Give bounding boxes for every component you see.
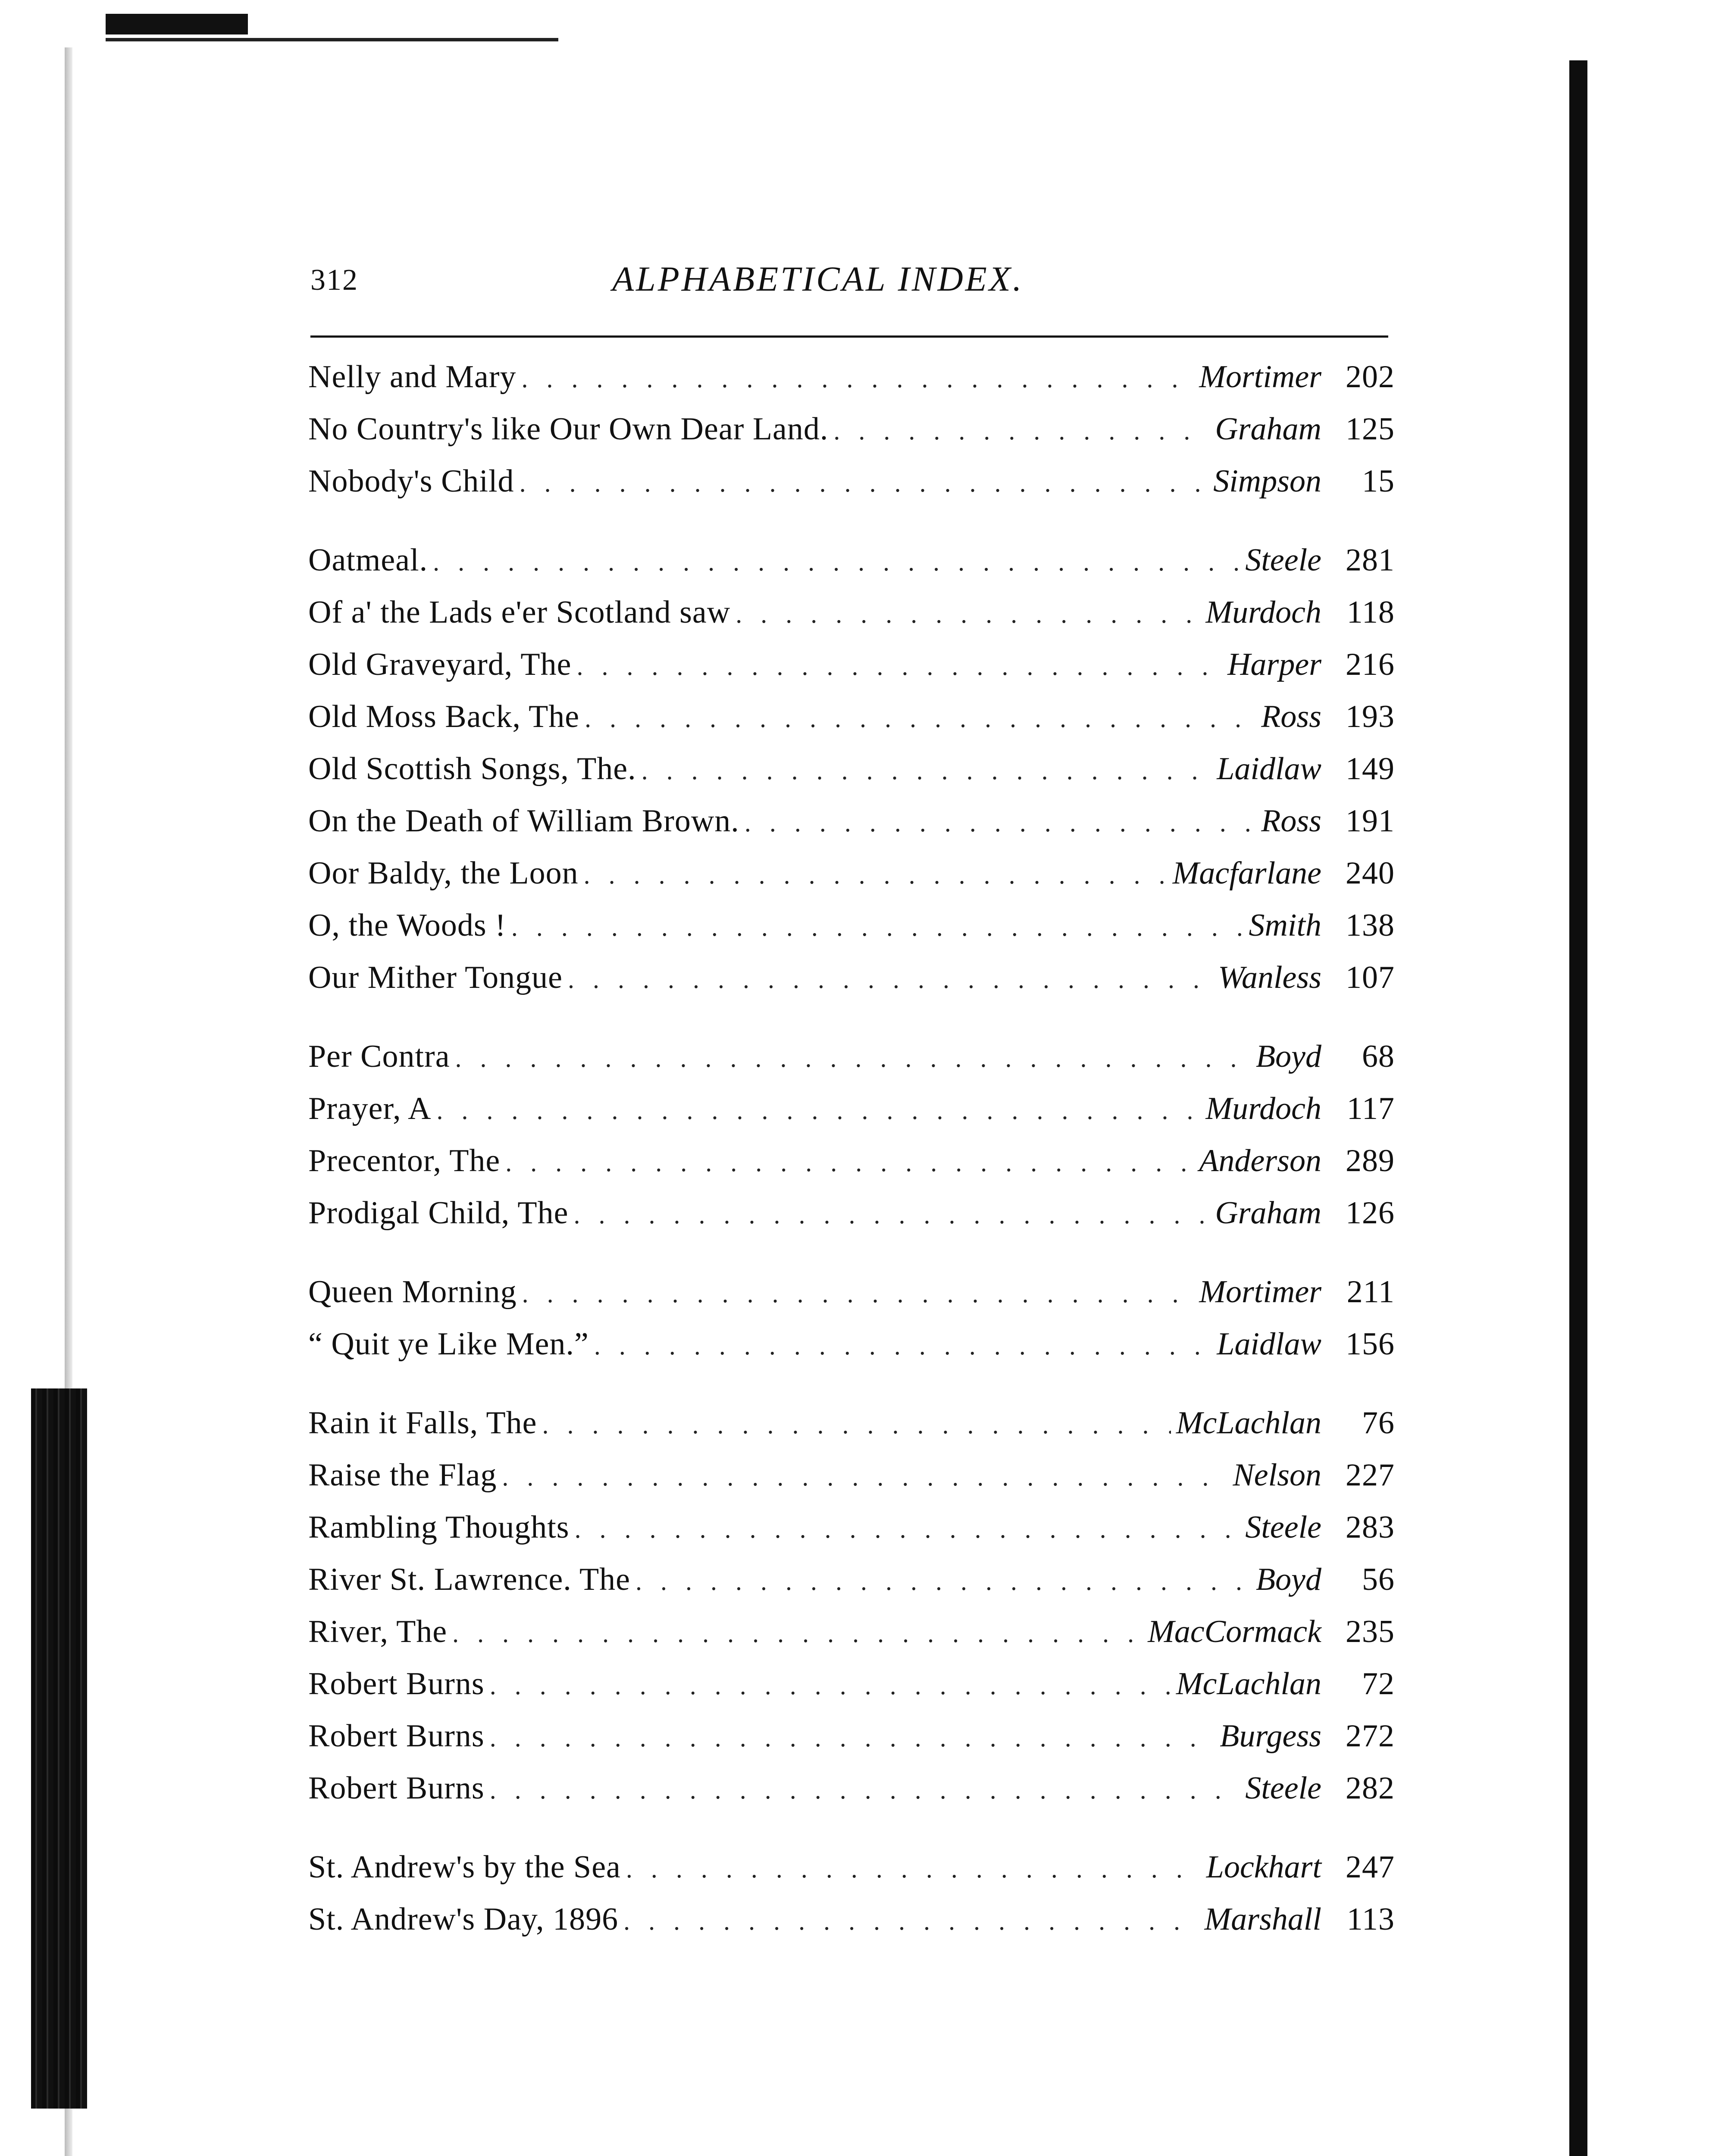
index-entry	[308, 646, 1395, 699]
entry-title: Nelly and Mary	[308, 359, 516, 395]
entry-page-number: 281	[1346, 542, 1395, 578]
entry-title: St. Andrew's by the Sea	[308, 1849, 621, 1885]
dot-leader	[437, 1096, 1201, 1125]
dot-leader	[452, 1619, 1142, 1648]
dot-leader	[490, 1671, 1171, 1701]
entry-page-number: 56	[1362, 1562, 1395, 1597]
entry-title: Rambling Thoughts	[308, 1510, 570, 1545]
index-entry	[308, 1849, 1395, 1901]
entry-title: Old Graveyard, The	[308, 647, 572, 682]
header-rule	[310, 335, 1388, 338]
entry-page-number: 202	[1346, 359, 1395, 395]
index-entry	[308, 751, 1395, 803]
scan-artifact-right-bar	[1569, 60, 1587, 2156]
index-group	[308, 359, 1395, 515]
entry-author: Mortimer	[1199, 359, 1321, 395]
dot-leader	[490, 1775, 1240, 1805]
entry-page-number: 227	[1346, 1457, 1395, 1493]
entry-title: St. Andrew's Day, 1896	[308, 1902, 619, 1937]
dot-leader	[575, 1514, 1240, 1544]
entry-page-number: 107	[1346, 960, 1395, 995]
entry-title: Precentor, The	[308, 1143, 501, 1178]
entry-title: Rain it Falls, The	[308, 1405, 537, 1441]
scan-artifact-top-line	[106, 38, 558, 41]
index-group	[308, 1405, 1395, 1822]
index-entry	[308, 1405, 1395, 1457]
index-entry	[308, 1195, 1395, 1247]
entry-page-number: 117	[1346, 1091, 1395, 1126]
entry-page-number: 126	[1346, 1195, 1395, 1231]
entry-author: Murdoch	[1205, 595, 1321, 630]
entry-title: No Country's like Our Own Dear Land.	[308, 411, 829, 447]
entry-page-number: 272	[1346, 1718, 1395, 1754]
index-entry	[308, 1326, 1395, 1378]
entry-title: Prayer, A	[308, 1091, 432, 1126]
entry-title: Oor Baldy, the Loon	[308, 856, 579, 891]
index-entry	[308, 1274, 1395, 1326]
dot-leader	[505, 1148, 1194, 1178]
dot-leader	[584, 860, 1167, 890]
entry-page-number: 118	[1346, 595, 1395, 630]
entry-page-number: 68	[1362, 1039, 1395, 1074]
dot-leader	[573, 1200, 1210, 1230]
scan-artifact-top-bar	[106, 14, 248, 34]
entry-page-number: 289	[1346, 1143, 1395, 1178]
entry-author: Laidlaw	[1217, 751, 1321, 787]
page-number: 312	[310, 263, 358, 297]
entry-author: Marshall	[1204, 1902, 1321, 1937]
entry-page-number: 149	[1346, 751, 1395, 787]
entry-author: Boyd	[1255, 1562, 1321, 1597]
entry-title: Per Contra	[308, 1039, 450, 1074]
index-group	[308, 542, 1395, 1012]
entry-page-number: 282	[1346, 1771, 1395, 1806]
dot-leader	[576, 652, 1222, 681]
index-list	[308, 359, 1395, 1980]
entry-author: Boyd	[1255, 1039, 1321, 1074]
entry-author: Laidlaw	[1217, 1326, 1321, 1362]
entry-page-number: 15	[1362, 464, 1395, 499]
entry-title: Old Scottish Songs, The.	[308, 751, 636, 787]
index-entry	[308, 803, 1395, 855]
index-entry	[308, 855, 1395, 907]
index-entry	[308, 699, 1395, 751]
index-entry	[308, 1143, 1395, 1195]
entry-page-number: 76	[1362, 1405, 1395, 1441]
dot-leader	[520, 468, 1208, 498]
entry-page-number: 138	[1346, 908, 1395, 943]
page-title: ALPHABETICAL INDEX.	[612, 259, 1024, 298]
index-entry	[308, 1901, 1395, 1953]
entry-author: Steele	[1245, 542, 1321, 578]
index-entry	[308, 594, 1395, 646]
entry-title: Robert Burns	[308, 1666, 485, 1702]
dot-leader	[455, 1044, 1251, 1073]
entry-page-number: 240	[1346, 856, 1395, 891]
index-entry	[308, 359, 1395, 411]
entry-title: Robert Burns	[308, 1718, 485, 1754]
index-entry	[308, 959, 1395, 1012]
entry-author: McLachlan	[1176, 1666, 1321, 1702]
dot-leader	[736, 599, 1200, 629]
entry-author: Murdoch	[1205, 1091, 1321, 1126]
entry-page-number: 72	[1362, 1666, 1395, 1702]
dot-leader	[522, 1279, 1194, 1309]
entry-page-number: 125	[1346, 411, 1395, 447]
entry-title: O, the Woods !	[308, 908, 506, 943]
scan-artifact-left-bar	[31, 1388, 87, 2109]
entry-author: Steele	[1245, 1771, 1321, 1806]
dot-leader	[502, 1462, 1227, 1492]
index-entry	[308, 1614, 1395, 1666]
entry-page-number: 247	[1346, 1849, 1395, 1885]
entry-page-number: 156	[1346, 1326, 1395, 1362]
dot-leader	[542, 1410, 1171, 1440]
dot-leader	[626, 1854, 1201, 1884]
index-group	[308, 1849, 1395, 1953]
entry-page-number: 216	[1346, 647, 1395, 682]
index-entry	[308, 1718, 1395, 1770]
entry-title: Prodigal Child, The	[308, 1195, 569, 1231]
entry-page-number: 235	[1346, 1614, 1395, 1649]
entry-author: Macfarlane	[1172, 856, 1321, 891]
entry-author: MacCormack	[1148, 1614, 1321, 1649]
entry-title: Robert Burns	[308, 1771, 485, 1806]
entry-page-number: 113	[1346, 1902, 1395, 1937]
entry-title: Our Mither Tongue	[308, 960, 563, 995]
index-entry	[308, 1038, 1395, 1091]
index-entry	[308, 1091, 1395, 1143]
entry-title: “ Quit ye Like Men.”	[308, 1326, 589, 1362]
entry-title: Raise the Flag	[308, 1457, 497, 1493]
entry-author: Mortimer	[1199, 1274, 1321, 1310]
dot-leader	[635, 1567, 1251, 1596]
entry-page-number: 283	[1346, 1510, 1395, 1545]
entry-title: River St. Lawrence. The	[308, 1562, 630, 1597]
index-entry	[308, 463, 1395, 515]
index-entry	[308, 1457, 1395, 1509]
entry-title: Of a' the Lads e'er Scotland saw	[308, 595, 731, 630]
entry-author: Steele	[1245, 1510, 1321, 1545]
index-entry	[308, 1509, 1395, 1561]
entry-author: Graham	[1215, 1195, 1321, 1231]
dot-leader	[745, 808, 1256, 838]
entry-author: Nelson	[1233, 1457, 1321, 1493]
entry-author: Harper	[1227, 647, 1321, 682]
entry-author: Anderson	[1199, 1143, 1321, 1178]
entry-title: Oatmeal.	[308, 542, 428, 578]
entry-author: Smith	[1249, 908, 1321, 943]
running-head	[310, 254, 1393, 302]
index-group	[308, 1038, 1395, 1247]
entry-author: Graham	[1215, 411, 1321, 447]
entry-title: Queen Morning	[308, 1274, 517, 1310]
index-entry	[308, 907, 1395, 959]
entry-author: Simpson	[1213, 464, 1321, 499]
entry-title: River, The	[308, 1614, 448, 1649]
dot-leader	[585, 704, 1256, 733]
index-entry	[308, 1666, 1395, 1718]
index-entry	[308, 1770, 1395, 1822]
entry-author: Lockhart	[1206, 1849, 1321, 1885]
dot-leader	[490, 1723, 1215, 1753]
dot-leader	[522, 364, 1194, 394]
entry-author: Ross	[1261, 803, 1321, 839]
entry-title: Old Moss Back, The	[308, 699, 580, 734]
dot-leader	[642, 756, 1212, 786]
index-entry	[308, 1561, 1395, 1614]
entry-author: McLachlan	[1176, 1405, 1321, 1441]
dot-leader	[623, 1906, 1199, 1936]
entry-page-number: 211	[1346, 1274, 1395, 1310]
index-entry	[308, 411, 1395, 463]
index-entry	[308, 542, 1395, 594]
entry-page-number: 191	[1346, 803, 1395, 839]
entry-title: On the Death of William Brown.	[308, 803, 739, 839]
dot-leader	[511, 912, 1244, 942]
entry-title: Nobody's Child	[308, 464, 514, 499]
entry-author: Burgess	[1220, 1718, 1321, 1754]
dot-leader	[833, 416, 1210, 446]
entry-page-number: 193	[1346, 699, 1395, 734]
entry-author: Wanless	[1218, 960, 1321, 995]
index-group	[308, 1274, 1395, 1378]
dot-leader	[433, 547, 1240, 577]
entry-author: Ross	[1261, 699, 1321, 734]
dot-leader	[594, 1331, 1212, 1361]
dot-leader	[568, 965, 1213, 994]
